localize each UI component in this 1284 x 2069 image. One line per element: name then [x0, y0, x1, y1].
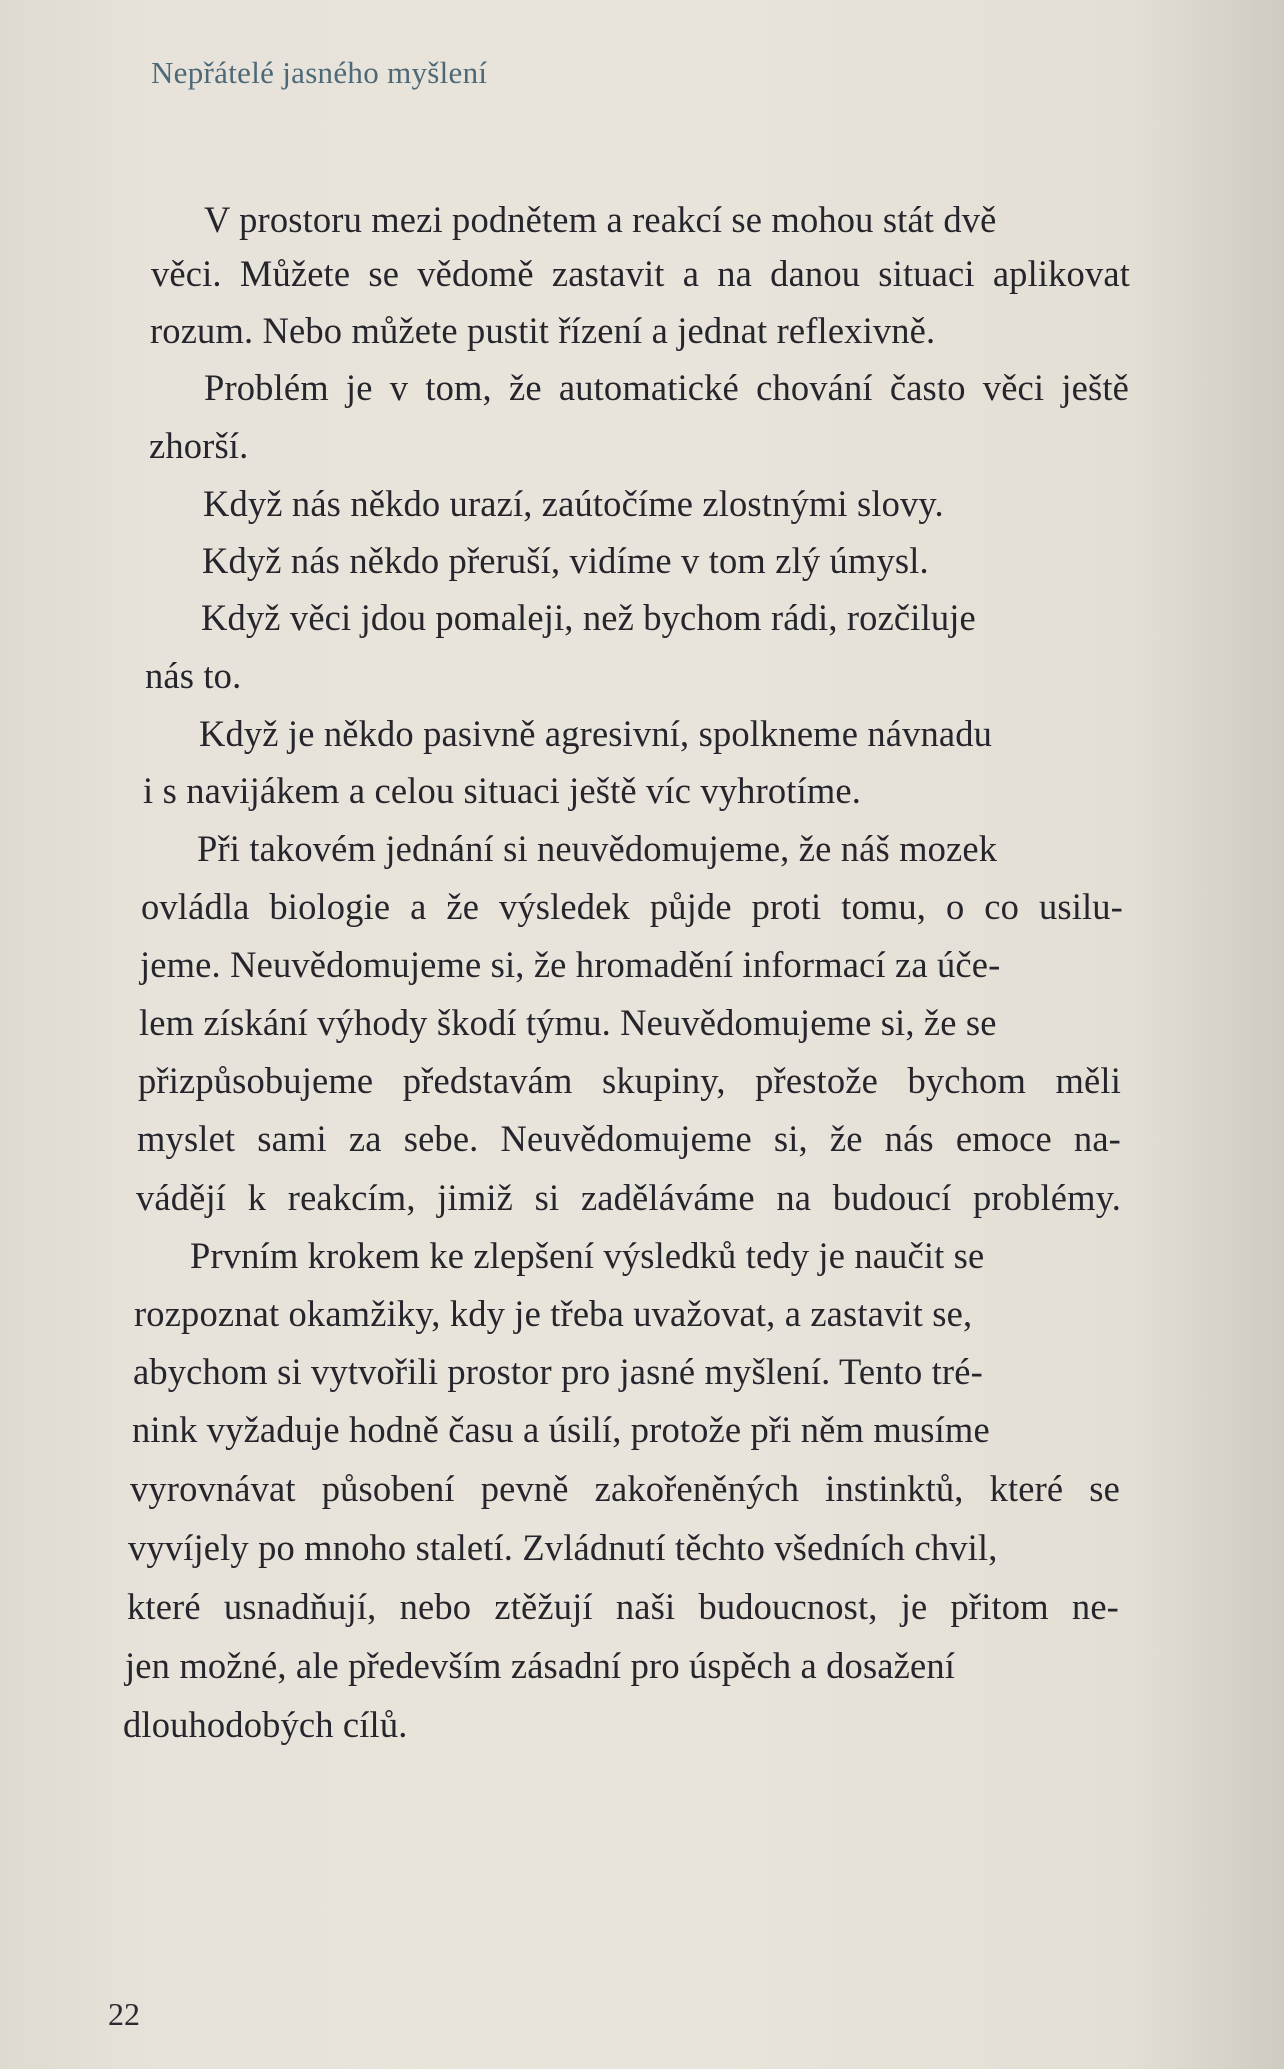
- text-line: lem získání výhody škodí týmu. Neuvědomujeme si, že se: [139, 1002, 997, 1043]
- text-line: i s navijákem a celou situaci ještě víc vyhrotíme.: [143, 770, 862, 811]
- text-line: dlouhodobých cílů.: [123, 1704, 408, 1745]
- text-line: vádějí k reakcím, jimiž si zaděláváme na budoucí problémy.: [136, 1177, 1121, 1218]
- text-line: Když věci jdou pomaleji, než bychom rádi, rozčiluje: [201, 597, 976, 638]
- page-number: 22: [108, 1996, 140, 2032]
- text-line: Když je někdo pasivně agresivní, spolkneme návnadu: [199, 713, 993, 754]
- text-line: nás to.: [145, 655, 242, 696]
- text-line: ovládla biologie a že výsledek půjde proti tomu, o co usilu-: [141, 886, 1123, 927]
- text-line: rozpoznat okamžiky, kdy je třeba uvažovat, a zastavit se,: [134, 1293, 973, 1334]
- text-line: Prvním krokem ke zlepšení výsledků tedy je naučit se: [190, 1235, 985, 1276]
- text-line: věci. Můžete se vědomě zastavit a na danou situaci aplikovat: [151, 253, 1130, 294]
- text-line: přizpůsobujeme představám skupiny, přestože bychom měli: [138, 1060, 1121, 1101]
- text-line: nink vyžaduje hodně času a úsilí, protože při něm musíme: [132, 1409, 990, 1450]
- text-line: abychom si vytvořili prostor pro jasné myšlení. Tento tré-: [133, 1351, 983, 1392]
- text-line: vyvíjely po mnoho staletí. Zvládnutí těchto všedních chvil,: [128, 1527, 998, 1568]
- text-line: jeme. Neuvědomujeme si, že hromadění informací za úče-: [140, 944, 1001, 985]
- text-line: rozum. Nebo můžete pustit řízení a jednat reflexivně.: [150, 310, 936, 351]
- text-line: Když nás někdo přeruší, vidíme v tom zlý úmysl.: [202, 540, 929, 581]
- text-line: myslet sami za sebe. Neuvědomujeme si, že nás emoce na-: [137, 1118, 1121, 1159]
- text-line: zhorší.: [149, 425, 249, 466]
- text-line: Problém je v tom, že automatické chování často věci ještě: [204, 367, 1129, 408]
- text-line: které usnadňují, nebo ztěžují naši budoucnost, je přitom ne-: [127, 1586, 1119, 1627]
- text-line: Při takovém jednání si neuvědomujeme, že náš mozek: [197, 828, 998, 869]
- text-line: Když nás někdo urazí, zaútočíme zlostnými slovy.: [203, 483, 944, 524]
- text-line: V prostoru mezi podnětem a reakcí se mohou stát dvě: [204, 199, 997, 240]
- running-head: Nepřátelé jasného myšlení: [151, 55, 488, 90]
- text-line: jen možné, ale především zásadní pro úspěch a dosažení: [125, 1645, 956, 1686]
- text-line: vyrovnávat působení pevně zakořeněných instinktů, které se: [130, 1468, 1120, 1509]
